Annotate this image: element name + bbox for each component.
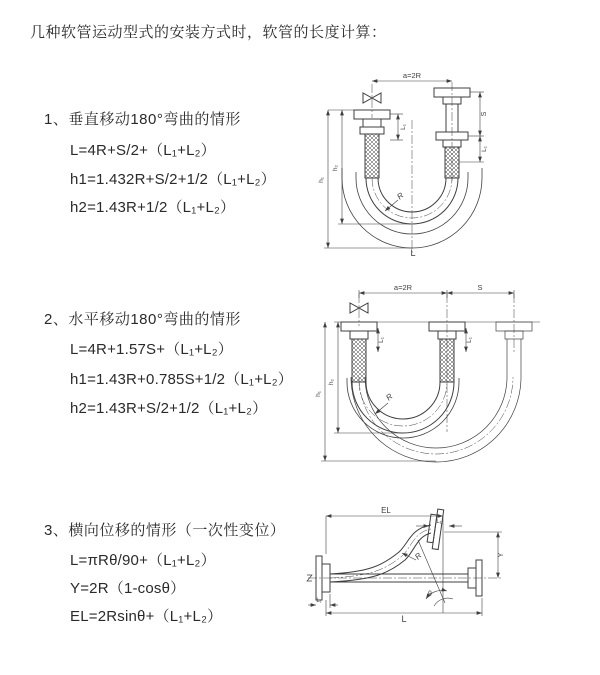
section-3-formula-y: Y=2R（1-cosθ）: [70, 580, 186, 597]
diagram-1-svg: [312, 70, 592, 258]
hose-u-bend-position-2: [351, 339, 521, 462]
dim-label-r: R: [395, 190, 406, 202]
dim-label-l1-bottom: L₁: [316, 598, 322, 604]
dim-label-r: R: [384, 391, 395, 403]
dim-label-l1-b: L₁: [466, 337, 473, 343]
flange: [341, 322, 377, 331]
dim-label-r: R: [413, 551, 424, 562]
hose-u-bend-position-1: [347, 378, 459, 438]
section-1-formula-l: L=4R+S/2+（L₁+L₂）: [70, 142, 216, 159]
braided-hose: [445, 147, 459, 178]
diagram-vertical-180-bend: [312, 70, 592, 263]
diagram-2-svg: [312, 282, 597, 474]
upper-flange-assembly: [426, 508, 443, 549]
dimension-lines: [321, 290, 514, 461]
dim-label-l1-right: L₁: [481, 146, 488, 152]
section-3-formula-el: EL=2Rsinθ+（L₁+L₂）: [70, 608, 223, 625]
middle-pipe-assembly: [429, 322, 465, 382]
dim-label-l: L: [401, 614, 407, 624]
section-1-formula-h1: h1=1.432R+S/2+1/2（L₁+L₂）: [70, 171, 276, 188]
dim-label-s: S: [477, 283, 483, 292]
centerlines: [359, 294, 514, 454]
dim-label-a2r: a=2R: [393, 283, 413, 292]
section-1-formula-h2: h2=1.43R+1/2（L₁+L₂）: [70, 199, 236, 216]
dim-label-theta: θ: [428, 591, 432, 598]
braided-hose: [352, 339, 366, 382]
dim-label-s: S: [481, 111, 488, 117]
centerlines: [308, 529, 502, 578]
flange: [432, 509, 444, 549]
section-2-heading: 2、水平移动180°弯曲的情形: [44, 311, 241, 328]
dim-label-h2: h₂: [328, 378, 335, 386]
braided-hose: [365, 134, 379, 178]
page-title: 几种软管运动型式的安装方式时，软管的长度计算：: [30, 24, 387, 41]
dim-label-l1-top: L₁: [436, 519, 442, 525]
dim-label-y: Y: [498, 552, 505, 558]
dim-label-h2: h₂: [332, 164, 339, 172]
section-2-formula-h2: h2=1.43R+S/2+1/2（L₁+L₂）: [70, 400, 268, 417]
dim-label-l1-a: L₁: [378, 337, 385, 343]
dim-label-el: EL: [381, 506, 391, 515]
diagram-lateral-displacement: [306, 502, 596, 657]
dim-label-h1: h₁: [318, 177, 325, 183]
braided-hose: [440, 339, 454, 382]
diagram-3-svg: [306, 502, 596, 652]
dim-label-h1: h₁: [315, 391, 322, 397]
diagram-horizontal-180-bend: [312, 282, 597, 479]
section-3-heading: 3、横向位移的情形（一次性变位）: [44, 522, 286, 539]
section-2-formula-l: L=4R+1.57S+（L₁+L₂）: [70, 341, 233, 358]
dim-label-l: L: [410, 248, 416, 258]
section-1-heading: 1、垂直移动180°弯曲的情形: [44, 111, 241, 128]
dim-label-l1-left: L₁: [400, 124, 407, 130]
dim-label-a2r: a=2R: [402, 71, 422, 80]
centerlines: [372, 82, 452, 254]
dimension-lines: [308, 516, 502, 616]
section-2-formula-h1: h1=1.43R+0.785S+1/2（L₁+L₂）: [70, 371, 293, 388]
section-3-formula-l: L=πRθ/90+（L₁+L₂）: [70, 552, 216, 569]
